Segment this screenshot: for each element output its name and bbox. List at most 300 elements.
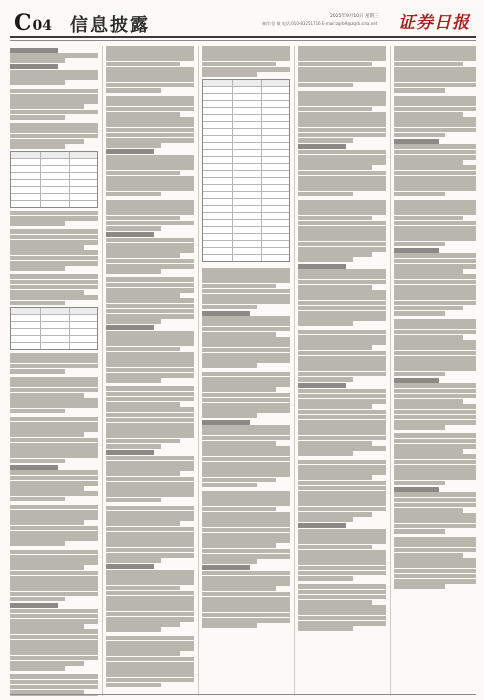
column-5: [394, 46, 476, 696]
subheading-line: [106, 450, 154, 455]
text-line: [394, 216, 463, 221]
text-line: [106, 662, 194, 667]
text-line: [298, 321, 353, 326]
text-line: [202, 586, 276, 591]
text-line: [10, 541, 65, 546]
text-line: [394, 155, 476, 160]
text-line: [394, 128, 476, 133]
text-line: [394, 340, 476, 345]
text-line: [106, 107, 194, 112]
text-line: [298, 415, 386, 420]
text-line: [202, 528, 290, 533]
text-line: [298, 257, 353, 262]
text-line: [106, 277, 194, 282]
text-line: [298, 610, 386, 615]
subheading-line: [106, 325, 154, 330]
text-line: [106, 143, 161, 148]
text-line: [106, 418, 194, 423]
text-line: [106, 622, 180, 627]
text-line: [298, 425, 386, 430]
text-line: [106, 138, 194, 143]
text-line: [10, 443, 98, 448]
text-line: [298, 56, 386, 61]
text-line: [394, 529, 445, 534]
text-line: [394, 181, 476, 186]
column-divider: [102, 46, 103, 696]
text-line: [10, 470, 98, 475]
text-line: [202, 358, 290, 363]
text-line: [10, 128, 98, 133]
text-line: [202, 501, 290, 506]
text-line: [106, 101, 194, 106]
text-line: [298, 247, 386, 252]
text-line: [106, 357, 194, 362]
text-line: [202, 549, 290, 554]
text-line: [202, 554, 290, 559]
text-line: [394, 101, 476, 106]
text-line: [10, 295, 98, 300]
subheading-line: [394, 248, 439, 253]
text-line: [298, 72, 386, 77]
text-line: [10, 614, 98, 619]
text-line: [202, 559, 257, 564]
text-line: [10, 448, 98, 453]
text-line: [394, 122, 476, 127]
column-divider: [198, 46, 199, 696]
text-line: [10, 438, 98, 443]
text-line: [202, 382, 290, 387]
text-line: [202, 268, 290, 273]
editor-contact: 制作:张 敏 电话:010-83251716 E-mail:zqrb9@zqrb.sina.net: [262, 21, 378, 26]
text-line: [394, 290, 476, 295]
text-line: [298, 576, 353, 581]
text-line: [10, 491, 98, 496]
text-line: [298, 507, 386, 512]
text-line: [394, 67, 476, 72]
text-line: [10, 221, 65, 226]
text-line: [10, 94, 98, 99]
text-line: [10, 388, 98, 393]
subheading-line: [202, 420, 250, 425]
text-line: [394, 449, 463, 454]
text-line: [106, 601, 194, 606]
text-line: [10, 110, 98, 115]
column-divider: [294, 46, 295, 696]
text-line: [10, 531, 98, 536]
text-line: [10, 656, 98, 661]
text-line: [106, 373, 194, 378]
text-line: [298, 128, 386, 133]
text-line: [202, 294, 290, 299]
text-line: [298, 138, 353, 143]
text-line: [106, 128, 194, 133]
text-line: [106, 347, 180, 352]
text-line: [394, 51, 476, 56]
text-line: [298, 192, 353, 197]
text-line: [106, 200, 194, 205]
text-line: [10, 695, 98, 696]
subheading-line: [394, 487, 439, 492]
text-line: [394, 72, 476, 77]
text-line: [202, 613, 290, 618]
text-line: [394, 324, 476, 329]
text-line: [394, 492, 476, 497]
text-line: [298, 316, 386, 321]
text-line: [10, 505, 98, 510]
data-table: [202, 79, 290, 262]
text-line: [298, 517, 353, 522]
text-line: [106, 165, 194, 170]
text-line: [10, 526, 98, 531]
text-line: [298, 51, 386, 56]
text-line: [298, 155, 386, 160]
text-line: [106, 133, 194, 138]
text-line: [106, 341, 194, 346]
page-number: 04: [32, 18, 52, 34]
text-line: [10, 134, 98, 139]
text-line: [298, 512, 372, 517]
text-line: [202, 522, 290, 527]
text-line: [106, 542, 194, 547]
text-line: [106, 506, 194, 511]
text-line: [298, 366, 386, 371]
text-line: [202, 273, 290, 278]
text-line: [202, 387, 276, 392]
text-line: [106, 570, 194, 575]
text-line: [202, 299, 290, 304]
text-line: [298, 566, 386, 571]
text-line: [106, 392, 194, 397]
text-line: [10, 432, 84, 437]
text-line: [10, 550, 98, 555]
text-line: [298, 101, 386, 106]
text-line: [10, 624, 84, 629]
page-letter: C: [14, 10, 32, 36]
text-line: [298, 311, 386, 316]
text-line: [10, 301, 65, 306]
text-line: [298, 301, 386, 306]
text-line: [106, 288, 194, 293]
text-line: [298, 550, 386, 555]
text-line: [10, 661, 84, 666]
text-line: [10, 80, 65, 85]
text-line: [394, 508, 463, 513]
text-line: [202, 425, 290, 430]
text-line: [202, 581, 290, 586]
text-line: [394, 465, 476, 470]
text-line: [10, 650, 98, 655]
text-line: [106, 444, 161, 449]
text-line: [10, 382, 98, 387]
subheading-line: [106, 564, 154, 569]
text-line: [202, 623, 257, 628]
text-line: [10, 104, 84, 109]
footer-rule: [10, 694, 476, 695]
text-line: [394, 425, 445, 430]
text-line: [394, 433, 476, 438]
text-line: [10, 586, 98, 591]
text-line: [10, 266, 65, 271]
text-line: [394, 301, 476, 306]
text-line: [106, 482, 194, 487]
text-line: [10, 280, 98, 285]
text-line: [298, 539, 386, 544]
text-line: [298, 451, 353, 456]
text-line: [394, 498, 476, 503]
text-line: [298, 236, 386, 241]
text-line: [394, 335, 463, 340]
text-line: [106, 397, 194, 402]
text-line: [298, 107, 372, 112]
text-line: [394, 205, 476, 210]
text-line: [298, 274, 386, 279]
text-line: [202, 403, 290, 408]
data-table: [10, 307, 98, 350]
page-code: [14, 10, 52, 36]
text-line: [394, 470, 476, 475]
text-line: [298, 460, 386, 465]
text-line: [298, 446, 386, 451]
text-line: [394, 231, 476, 236]
data-table: [10, 151, 98, 208]
text-line: [10, 229, 98, 234]
text-line: [298, 496, 386, 501]
text-line: [394, 513, 476, 518]
text-line: [106, 612, 194, 617]
text-line: [106, 477, 194, 482]
text-line: [298, 205, 386, 210]
text-line: [10, 139, 84, 144]
text-line: [10, 453, 98, 458]
newspaper-logo: 证券日报: [398, 13, 470, 33]
text-line: [394, 503, 476, 508]
subheading-line: [10, 64, 58, 69]
text-line: [394, 117, 476, 122]
text-line: [106, 253, 180, 258]
text-line: [298, 221, 386, 226]
text-line: [106, 651, 180, 656]
text-line: [394, 150, 476, 155]
text-line: [394, 242, 445, 247]
text-line: [298, 486, 386, 491]
text-line: [10, 565, 84, 570]
text-line: [202, 363, 257, 368]
issue-date: 2025年9月10日 星期三: [330, 14, 379, 19]
text-line: [202, 618, 290, 623]
text-line: [10, 515, 98, 520]
text-line: [106, 575, 194, 580]
text-line: [298, 590, 386, 595]
text-line: [106, 678, 194, 683]
text-line: [394, 295, 476, 300]
text-line: [298, 481, 386, 486]
text-line: [106, 521, 180, 526]
text-line: [10, 256, 98, 261]
text-line: [106, 591, 194, 596]
text-line: [10, 364, 98, 369]
text-line: [202, 430, 290, 435]
text-line: [106, 646, 194, 651]
text-line: [10, 619, 98, 624]
text-line: [298, 335, 386, 340]
text-line: [394, 192, 445, 197]
text-line: [106, 423, 194, 428]
text-line: [10, 680, 98, 685]
text-line: [106, 298, 194, 303]
text-line: [106, 264, 194, 269]
text-line: [106, 67, 194, 72]
text-line: [10, 211, 98, 216]
text-line: [298, 340, 386, 345]
text-line: [298, 399, 386, 404]
section-title: 信息披露: [70, 15, 150, 36]
text-line: [106, 378, 161, 383]
text-line: [202, 436, 290, 441]
column-2: [106, 46, 194, 696]
text-line: [394, 83, 476, 88]
text-line: [202, 348, 290, 353]
text-line: [298, 165, 372, 170]
text-line: [106, 636, 194, 641]
text-line: [298, 475, 372, 480]
text-line: [394, 345, 476, 350]
text-line: [202, 597, 290, 602]
text-line: [298, 436, 386, 441]
text-line: [202, 507, 276, 512]
text-line: [106, 548, 194, 553]
text-line: [106, 537, 194, 542]
text-line: [202, 332, 276, 337]
text-line: [106, 498, 161, 503]
text-line: [202, 478, 276, 483]
text-line: [106, 641, 194, 646]
text-line: [202, 512, 290, 517]
text-line: [394, 356, 476, 361]
text-line: [298, 616, 386, 621]
text-line: [106, 596, 194, 601]
text-line: [298, 545, 372, 550]
text-line: [394, 351, 476, 356]
text-line: [298, 555, 386, 560]
text-line: [10, 216, 98, 221]
text-line: [10, 571, 98, 576]
text-line: [298, 394, 386, 399]
text-line: [106, 56, 194, 61]
text-line: [298, 491, 386, 496]
text-line: [394, 537, 476, 542]
text-line: [298, 420, 386, 425]
text-line: [202, 408, 290, 413]
text-line: [202, 305, 257, 310]
text-line: [10, 261, 98, 266]
text-line: [202, 327, 290, 332]
text-line: [298, 83, 353, 88]
text-line: [202, 543, 276, 548]
text-line: [394, 269, 463, 274]
text-line: [298, 441, 372, 446]
text-line: [394, 460, 476, 465]
text-line: [10, 245, 84, 250]
text-line: [298, 377, 353, 382]
text-line: [106, 192, 161, 197]
text-line: [10, 476, 98, 481]
text-line: [202, 517, 290, 522]
header-rule-thick: [10, 36, 476, 38]
text-line: [202, 316, 290, 321]
text-line: [106, 471, 180, 476]
text-line: [298, 330, 386, 335]
subheading-line: [202, 311, 250, 316]
text-line: [10, 481, 98, 486]
text-line: [10, 58, 65, 63]
text-line: [202, 72, 257, 77]
text-line: [202, 393, 290, 398]
text-line: [298, 210, 386, 215]
text-line: [10, 369, 65, 374]
text-line: [106, 221, 194, 226]
text-line: [202, 284, 276, 289]
subheading-line: [10, 465, 58, 470]
text-line: [394, 372, 445, 377]
text-line: [10, 403, 98, 408]
text-line: [202, 538, 290, 543]
text-line: [10, 645, 98, 650]
text-line: [10, 635, 98, 640]
text-line: [394, 584, 445, 589]
subheading-line: [298, 264, 346, 269]
text-line: [106, 304, 194, 309]
header-rule-thin: [10, 40, 476, 41]
text-line: [394, 420, 476, 425]
text-line: [298, 290, 386, 295]
text-line: [298, 361, 386, 366]
text-line: [106, 627, 161, 632]
text-line: [106, 586, 180, 591]
text-line: [10, 353, 98, 358]
text-line: [10, 422, 98, 427]
text-line: [394, 475, 476, 480]
text-line: [394, 383, 476, 388]
text-line: [202, 472, 290, 477]
text-line: [10, 640, 98, 645]
text-line: [202, 451, 290, 456]
text-line: [202, 413, 257, 418]
text-line: [202, 592, 290, 597]
text-line: [394, 542, 476, 547]
text-line: [202, 67, 290, 72]
text-line: [106, 527, 194, 532]
text-line: [10, 144, 65, 149]
text-line: [394, 264, 476, 269]
text-line: [394, 221, 476, 226]
text-line: [106, 248, 194, 253]
text-line: [106, 314, 194, 319]
text-line: [394, 548, 476, 553]
text-line: [106, 407, 194, 412]
text-line: [10, 377, 98, 382]
text-line: [298, 410, 386, 415]
text-line: [298, 226, 386, 231]
text-line: [10, 576, 98, 581]
text-line: [106, 362, 194, 367]
text-line: [298, 306, 386, 311]
text-line: [10, 393, 84, 398]
text-line: [10, 398, 98, 403]
text-line: [106, 433, 194, 438]
column-3: [202, 46, 290, 696]
text-line: [10, 581, 98, 586]
text-line: [202, 467, 290, 472]
